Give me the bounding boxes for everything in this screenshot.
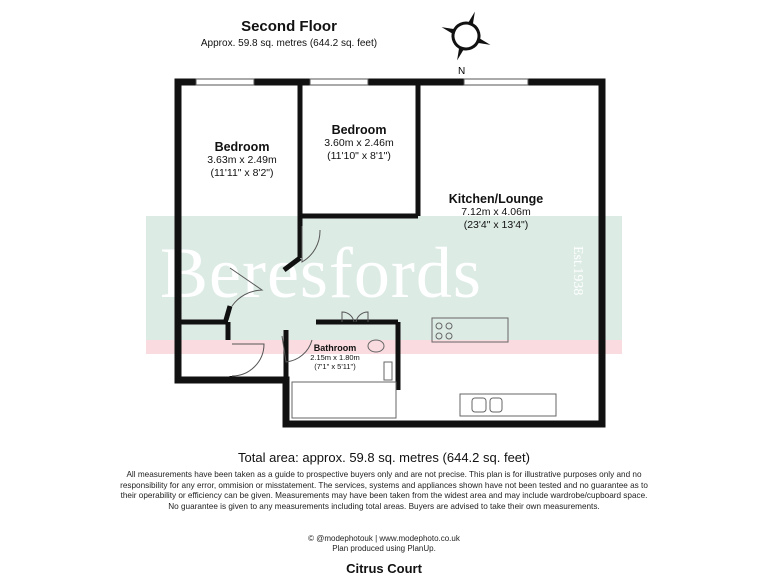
credit-line-2: Plan produced using PlanUp. <box>332 544 436 553</box>
room-dimensions-imperial: (7'1" x 5'11") <box>314 362 356 371</box>
room-name: Bedroom <box>214 140 270 154</box>
room-dimensions-metric: 3.63m x 2.49m <box>207 154 277 166</box>
floor-area-subtitle: Approx. 59.8 sq. metres (644.2 sq. feet) <box>200 38 378 49</box>
credit <box>0 534 768 554</box>
room-bathroom <box>298 343 372 371</box>
property-name: Citrus Court <box>346 561 422 576</box>
room-dimensions-imperial: (23'4" x 13'4") <box>463 219 529 231</box>
room-name: Bedroom <box>331 123 387 137</box>
room-bedroom-2 <box>302 123 416 163</box>
room-dimensions-imperial: (11'10" x 8'1") <box>327 150 391 162</box>
compass-north-label: N <box>458 66 466 76</box>
total-area: Total area: approx. 59.8 sq. metres (644.2 sq. feet) <box>238 450 530 465</box>
room-dimensions-metric: 3.60m x 2.46m <box>324 137 394 149</box>
disclaimer-text: All measurements have been taken as a guide to prospective buyers only and are not precise. This plan is for illustrative purposes only and no responsibility for any error, ommision or misstatement. The services, systems and appliances shown have not been tested and no guarantee as to their operability or efficiency can be given. Measurements may have been taken from the widest area and may include wardrobe/cupboard space. No guarantee is given to any measurements including total areas. Buyers are advised to take their own measurements. <box>120 470 648 511</box>
room-dimensions-imperial: (11'11" x 8'2") <box>210 167 274 179</box>
credit-line-1: © @modephotouk | www.modephoto.co.uk <box>308 534 460 543</box>
room-dimensions-metric: 7.12m x 4.06m <box>461 206 531 218</box>
watermark-brand: Beresfords <box>160 233 482 313</box>
room-name: Bathroom <box>313 343 357 353</box>
watermark-established: Est.1938 <box>570 246 585 296</box>
room-kitchen-lounge <box>424 192 568 232</box>
room-bedroom-1 <box>186 140 298 180</box>
room-name: Kitchen/Lounge <box>448 192 544 206</box>
room-dimensions-metric: 2.15m x 1.80m <box>310 353 360 362</box>
floor-title: Second Floor <box>241 18 337 35</box>
